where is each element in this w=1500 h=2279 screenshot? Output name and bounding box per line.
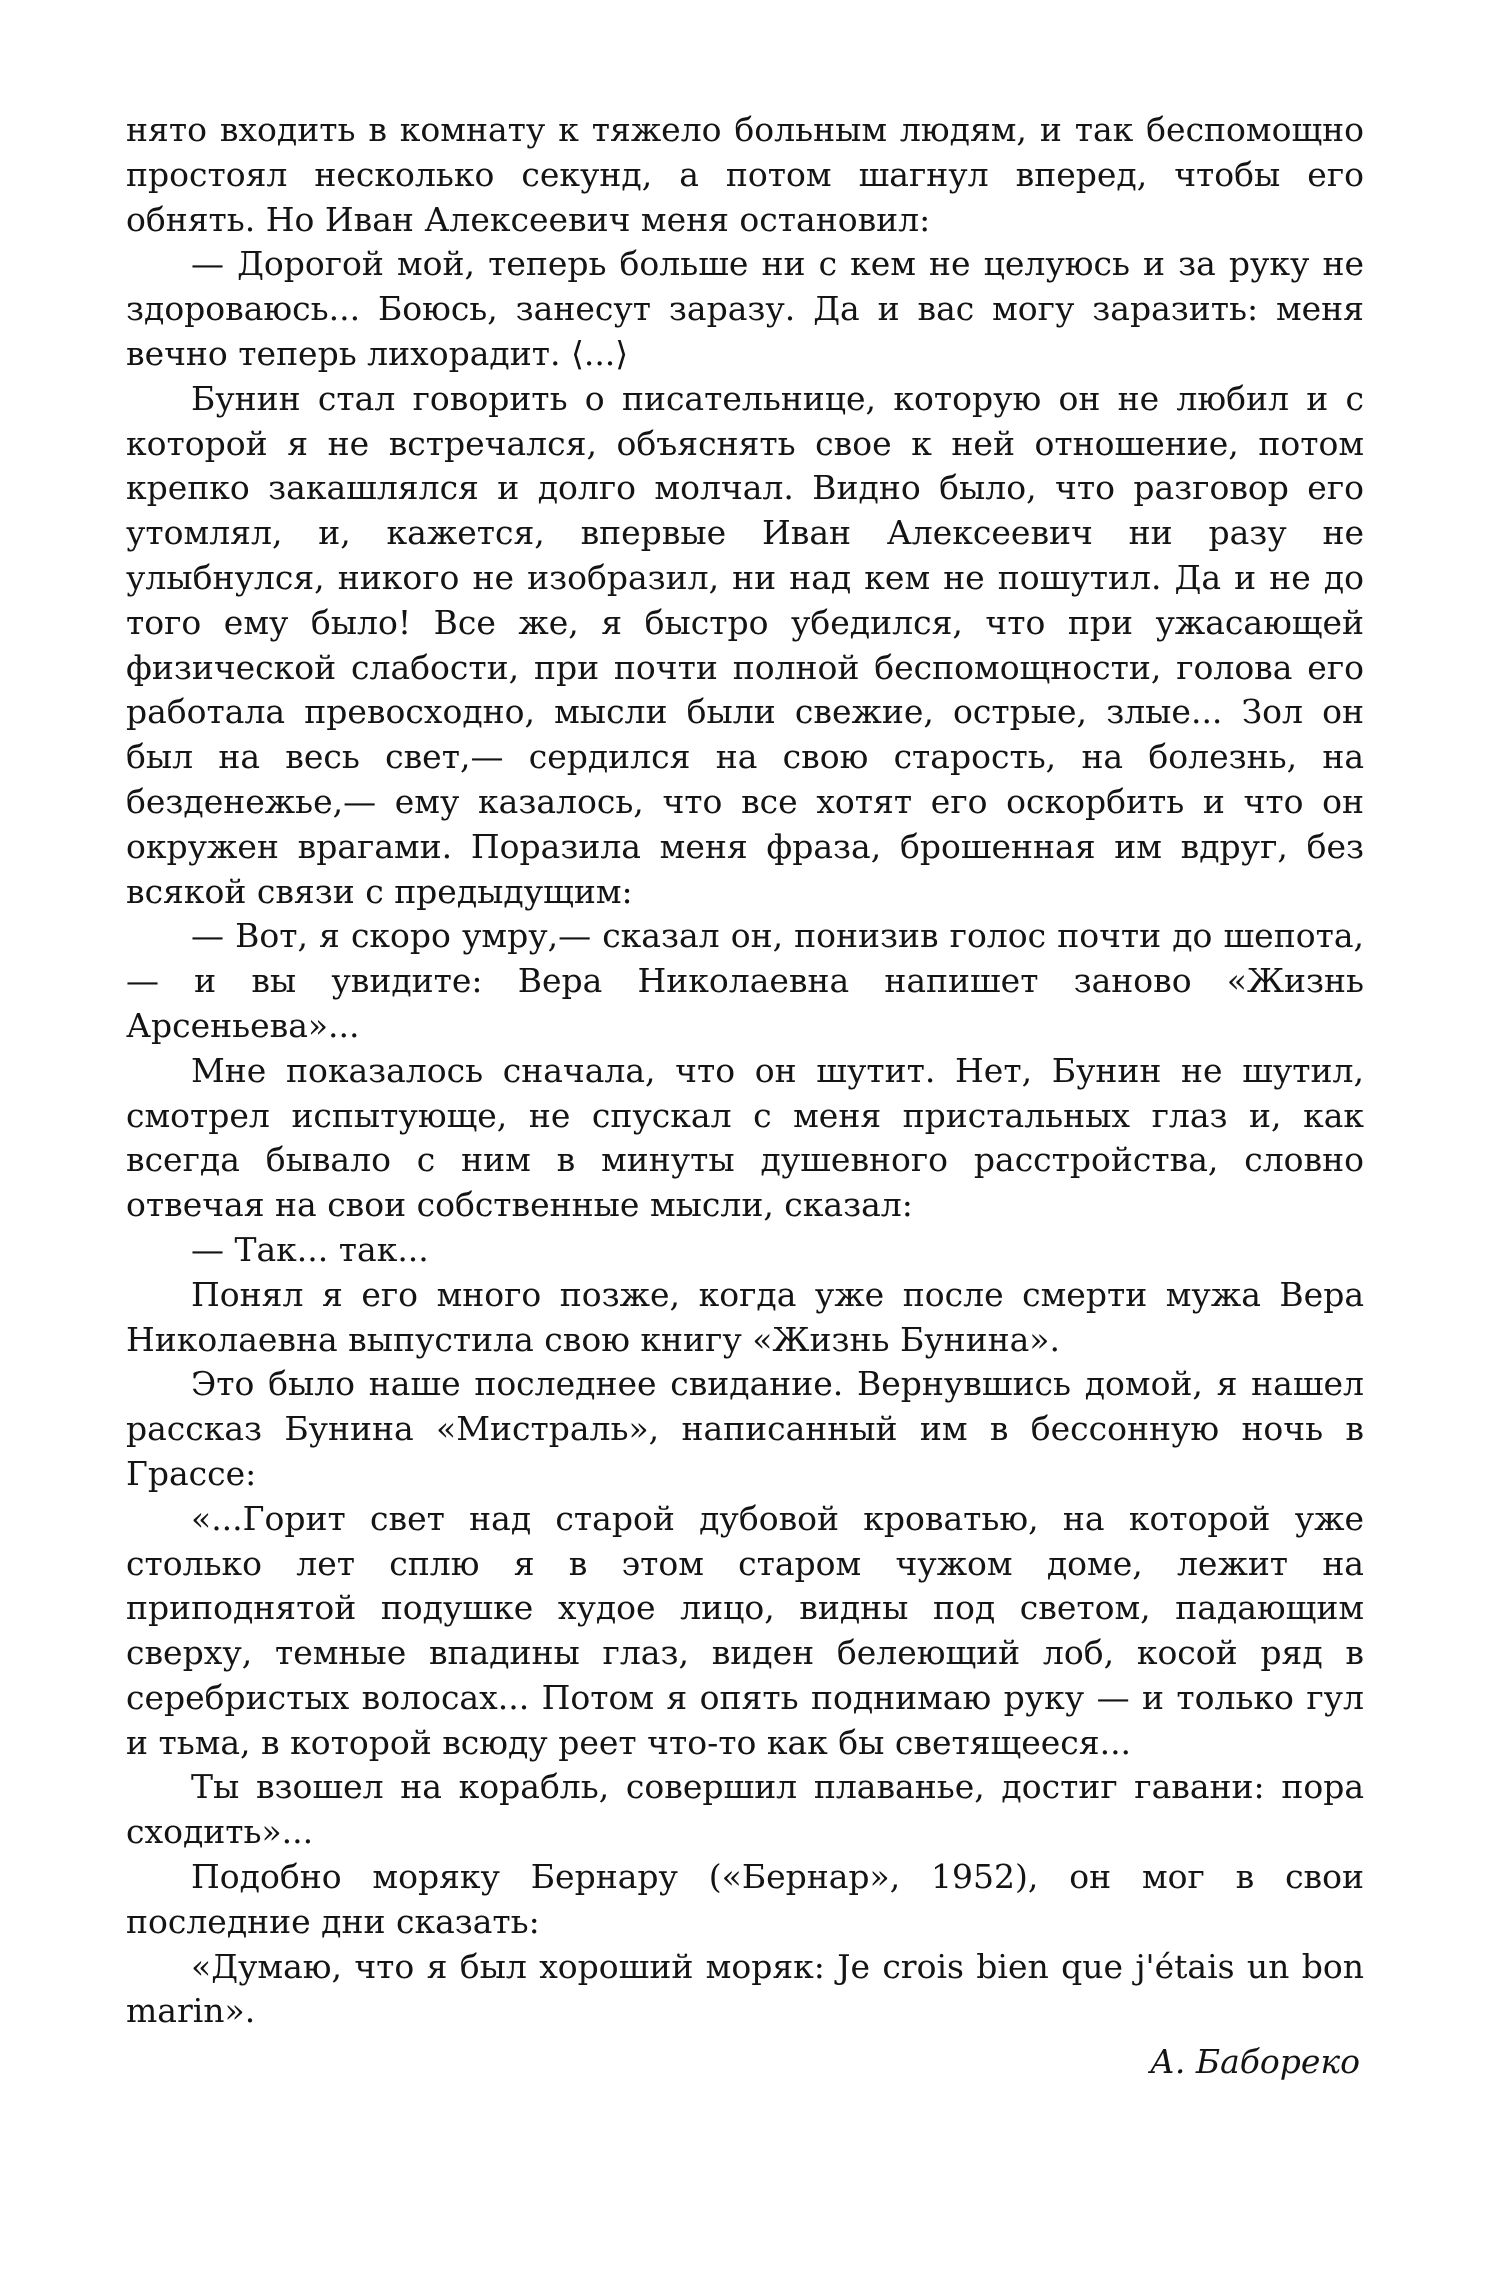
author-signature: А. Бабореко <box>1149 2042 1360 2082</box>
paragraph: Понял я его много позже, когда уже после смерти мужа Вера Николаевна выпустила свою книгу «Жизнь Бунина». <box>126 1274 1364 1359</box>
paragraph: — Дорогой мой, теперь больше ни с кем не целуюсь и за руку не здороваюсь... Боюсь, занесут заразу. Да и вас могу заразить: меня вечно теперь лихорадит. ⟨...⟩ <box>126 244 1364 373</box>
paragraph: нято входить в комнату к тяжело больным людям, и так беспомощно простоял несколько секунд, а потом шагнул вперед, чтобы его обнять. Но Иван Алексеевич меня остановил: <box>126 110 1364 239</box>
paragraph: — Так... так... <box>191 1229 429 1269</box>
paragraph: Бунин стал говорить о писательнице, которую он не любил и с которой я не встречался, объяснять свое к ней отношение, потом крепко закашлялся и долго молчал. Видно было, что разговор его утомлял, и, кажется, впервые Иван Алексеевич ни разу не улыбнулся, никого не изобразил, ни над кем не пошутил. Да и не до того ему было! Все же, я быстро убедился, что при ужасающей физической слабости, при почти полной беспомощности, голова его работала превосходно, мысли были свежие, острые, злые... Зол он был на весь свет,— сердился на свою старость, на болезнь, на безденежье,— ему казалось, что все хотят его оскорбить и что он окружен врагами. Поразила меня фраза, брошенная им вдруг, без всякой связи с предыдущим: <box>126 378 1364 911</box>
paragraph: — Вот, я скоро умру,— сказал он, понизив голос почти до шепота,— и вы увидите: Вера Николаевна напишет заново «Жизнь Арсеньева»... <box>126 916 1364 1045</box>
paragraph: «Думаю, что я был хороший моряк: Je crois bien que j'étais un bon marin». <box>126 1946 1364 2031</box>
paragraph: Ты взошел на корабль, совершил плаванье, достиг гавани: пора сходить»... <box>126 1767 1364 1852</box>
paragraph: «...Горит свет над старой дубовой кроватью, на которой уже столько лет сплю я в этом старом чужом доме, лежит на приподнятой подушке худое лицо, видны под светом, падающим сверху, темные впадины глаз, виден белеющий лоб, косой ряд в серебристых волосах... Потом я опять поднимаю руку — и только гул и тьма, в которой всюду реет что-то как бы светящееся... <box>126 1498 1364 1762</box>
document-page <box>126 108 1364 2085</box>
paragraph: Это было наше последнее свидание. Вернувшись домой, я нашел рассказ Бунина «Мистраль», написанный им в бессонную ночь в Грассе: <box>126 1364 1364 1493</box>
paragraph: Мне показалось сначала, что он шутит. Нет, Бунин не шутил, смотрел испытующе, не спускал с меня пристальных глаз и, как всегда бывало с ним в минуты душевного расстройства, словно отвечая на свои собственные мысли, сказал: <box>126 1050 1364 1225</box>
paragraph: Подобно моряку Бернару («Бернар», 1952), он мог в свои последние дни сказать: <box>126 1857 1364 1941</box>
